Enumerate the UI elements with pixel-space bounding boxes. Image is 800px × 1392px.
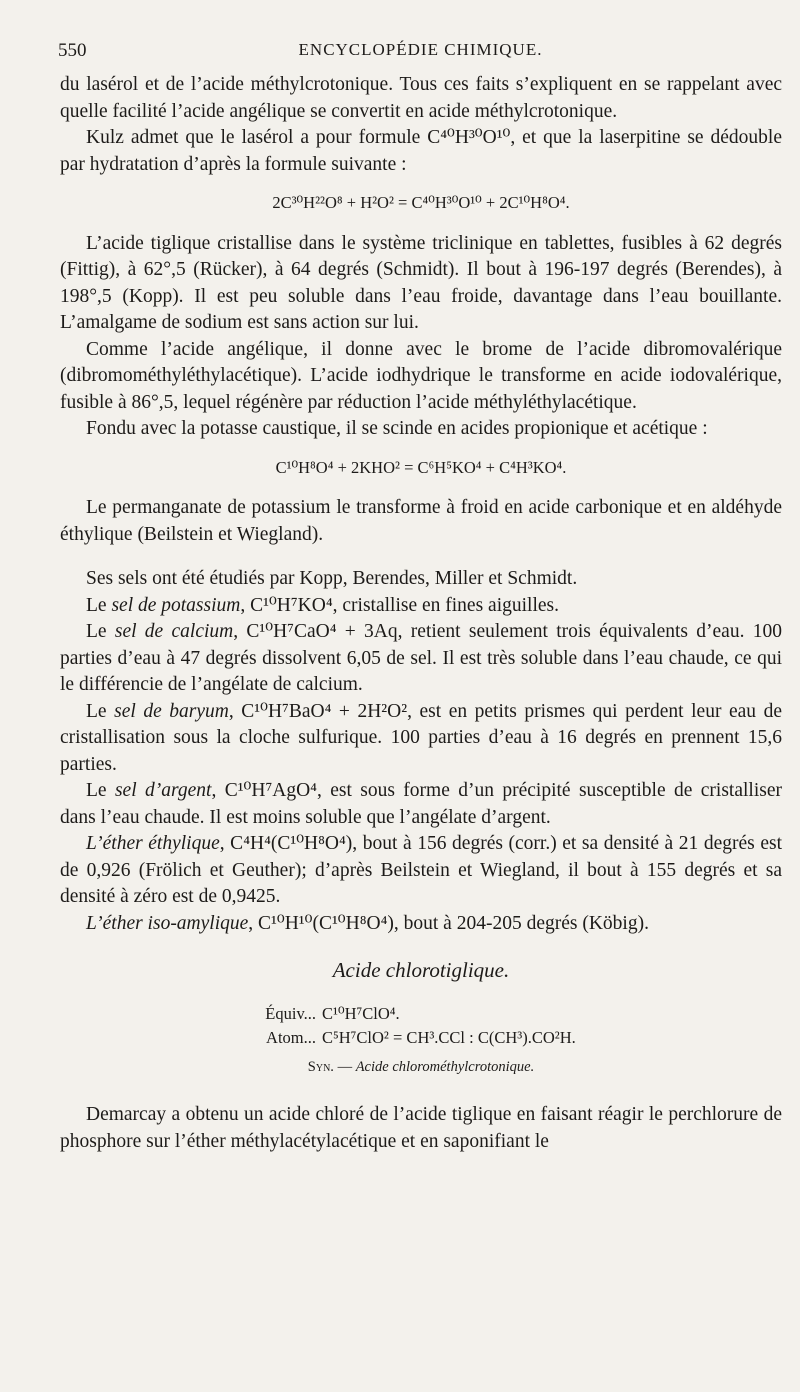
italic-term: sel de potassium <box>111 594 241 616</box>
formula-label: Équiv... <box>265 1003 316 1023</box>
paragraph <box>60 619 782 699</box>
text-run: , C¹⁰H¹⁰(C¹⁰H⁸O⁴), bout à 204-205 degrés (Köbig). <box>248 912 649 934</box>
paragraph <box>60 911 782 938</box>
text-run: Le <box>86 700 115 722</box>
italic-term: sel de baryum <box>114 700 229 722</box>
spacer <box>60 937 782 951</box>
text-run: , C¹⁰H⁷BaO⁴ + 2H²O², est en petits prismes qui perdent leur eau de cristallisation sous la cloche sulfurique. 100 parties d’eau à 16 degrés en prennent 15,6 parties. <box>60 700 782 775</box>
page-number: 550 <box>58 40 87 61</box>
spacer <box>60 548 782 566</box>
italic-term: sel d’argent <box>114 780 212 801</box>
formula-row-atom <box>226 1026 782 1050</box>
formula-value: C⁵H⁷ClO² = CH³.CCl : C(CH³).CO²H. <box>322 1027 576 1047</box>
paragraph: L’acide tiglique cristallise dans le système triclinique en tablettes, fusibles à 62 degrés (Fittig), à 62°,5 (Rücker), à 64 degrés (Schmidt). Il bout à 196-197 degrés (Berendes), à 198°,5 (Kopp). Il est peu soluble dans l’eau froide, davantage dans l’eau bouillante. L’amalgame de sodium est sans action sur lui. <box>60 232 782 333</box>
synonym-line <box>60 1054 782 1081</box>
text-run: , C⁴H⁴(C¹⁰H⁸O⁴), bout à 156 degrés (corr.) et sa densité à 21 degrés est de 0,926 (Frölich et Geuther); d’après Beilstein et Wiegland, il bout à 155 degrés et sa densité à zéro est de 0,9425. <box>60 833 782 907</box>
equation: 2C³⁰H²²O⁸ + H²O² = C⁴⁰H³⁰O¹⁰ + 2C¹⁰H⁸O⁴. <box>272 193 570 212</box>
paragraph <box>60 831 782 911</box>
italic-term: sel de calcium <box>114 621 234 642</box>
synonym-label: Syn. <box>307 1058 334 1075</box>
paragraph: Demarcay a obtenu un acide chloré de l’acide tiglique en faisant réagir le perchlorure de phosphore sur l’éther méthylacétylacétique et en saponifiant le <box>60 1104 782 1152</box>
paragraph: du lasérol et de l’acide méthylcrotonique. Tous ces faits s’expliquent en se rappelant avec quelle facilité l’acide angélique se convertit en acide méthylcrotonique. <box>60 74 782 122</box>
paragraph <box>60 593 782 620</box>
paragraph: Ses sels ont été étudiés par Kopp, Berendes, Miller et Schmidt. <box>86 568 578 589</box>
text-run: , C¹⁰H⁷AgO⁴, est sous forme d’un précipité susceptible de cristalliser dans l’eau chaude. Il est moins soluble que l’angélate d’argent. <box>60 780 782 828</box>
section-heading: Acide chlorotiglique. <box>332 958 510 982</box>
text-run: Le <box>86 594 112 616</box>
paragraph <box>60 699 782 779</box>
text-run: Le <box>86 780 115 801</box>
paragraph: Fondu avec la potasse caustique, il se scinde en acides propionique et acétique : <box>86 418 708 439</box>
text-run: , C¹⁰H⁷CaO⁴ + 3Aq, retient seulement trois équivalents d’eau. 100 parties d’eau à 47 degrés dissolvent 6,05 de sel. Il est très soluble dans l’eau chaude, ce qui le différencie de l’angélate de calcium. <box>60 621 782 695</box>
page-header <box>58 40 783 64</box>
formula-value: C¹⁰H⁷ClO⁴. <box>322 1003 400 1023</box>
italic-term: L’éther iso-amylique <box>86 912 249 934</box>
paragraph: Kulz admet que le lasérol a pour formule C⁴⁰H³⁰O¹⁰, et que la laserpitine se dédouble par hydratation d’après la formule suivante : <box>60 127 782 175</box>
paragraph <box>60 778 782 831</box>
formula-row-equiv <box>226 1002 782 1026</box>
synonym-dash: — <box>333 1058 356 1075</box>
page-body <box>60 72 782 1155</box>
synonym-value: Acide chlorométhylcrotonique. <box>355 1058 535 1075</box>
running-title: ENCYCLOPÉDIE CHIMIQUE. <box>298 40 543 59</box>
equation: C¹⁰H⁸O⁴ + 2KHO² = C⁶H⁵KO⁴ + C⁴H³KO⁴. <box>275 457 567 477</box>
text-run: , C¹⁰H⁷KO⁴, cristallise en fines aiguilles. <box>240 594 559 616</box>
paragraph: Le permanganate de potassium le transforme à froid en acide carbonique et en aldéhyde éthylique (Beilstein et Wiegland). <box>60 497 782 545</box>
text-run: Le <box>86 621 115 642</box>
paragraph: Comme l’acide angélique, il donne avec le brome de l’acide dibromovalérique (dibromométhyléthylacétique). L’acide iodhydrique le transforme en acide iodovalérique, fusible à 86°,5, lequel régénère par réduction l’acide méthyléthylacétique. <box>60 338 782 413</box>
formula-label: Atom... <box>266 1027 316 1047</box>
italic-term: L’éther éthylique <box>86 833 220 854</box>
